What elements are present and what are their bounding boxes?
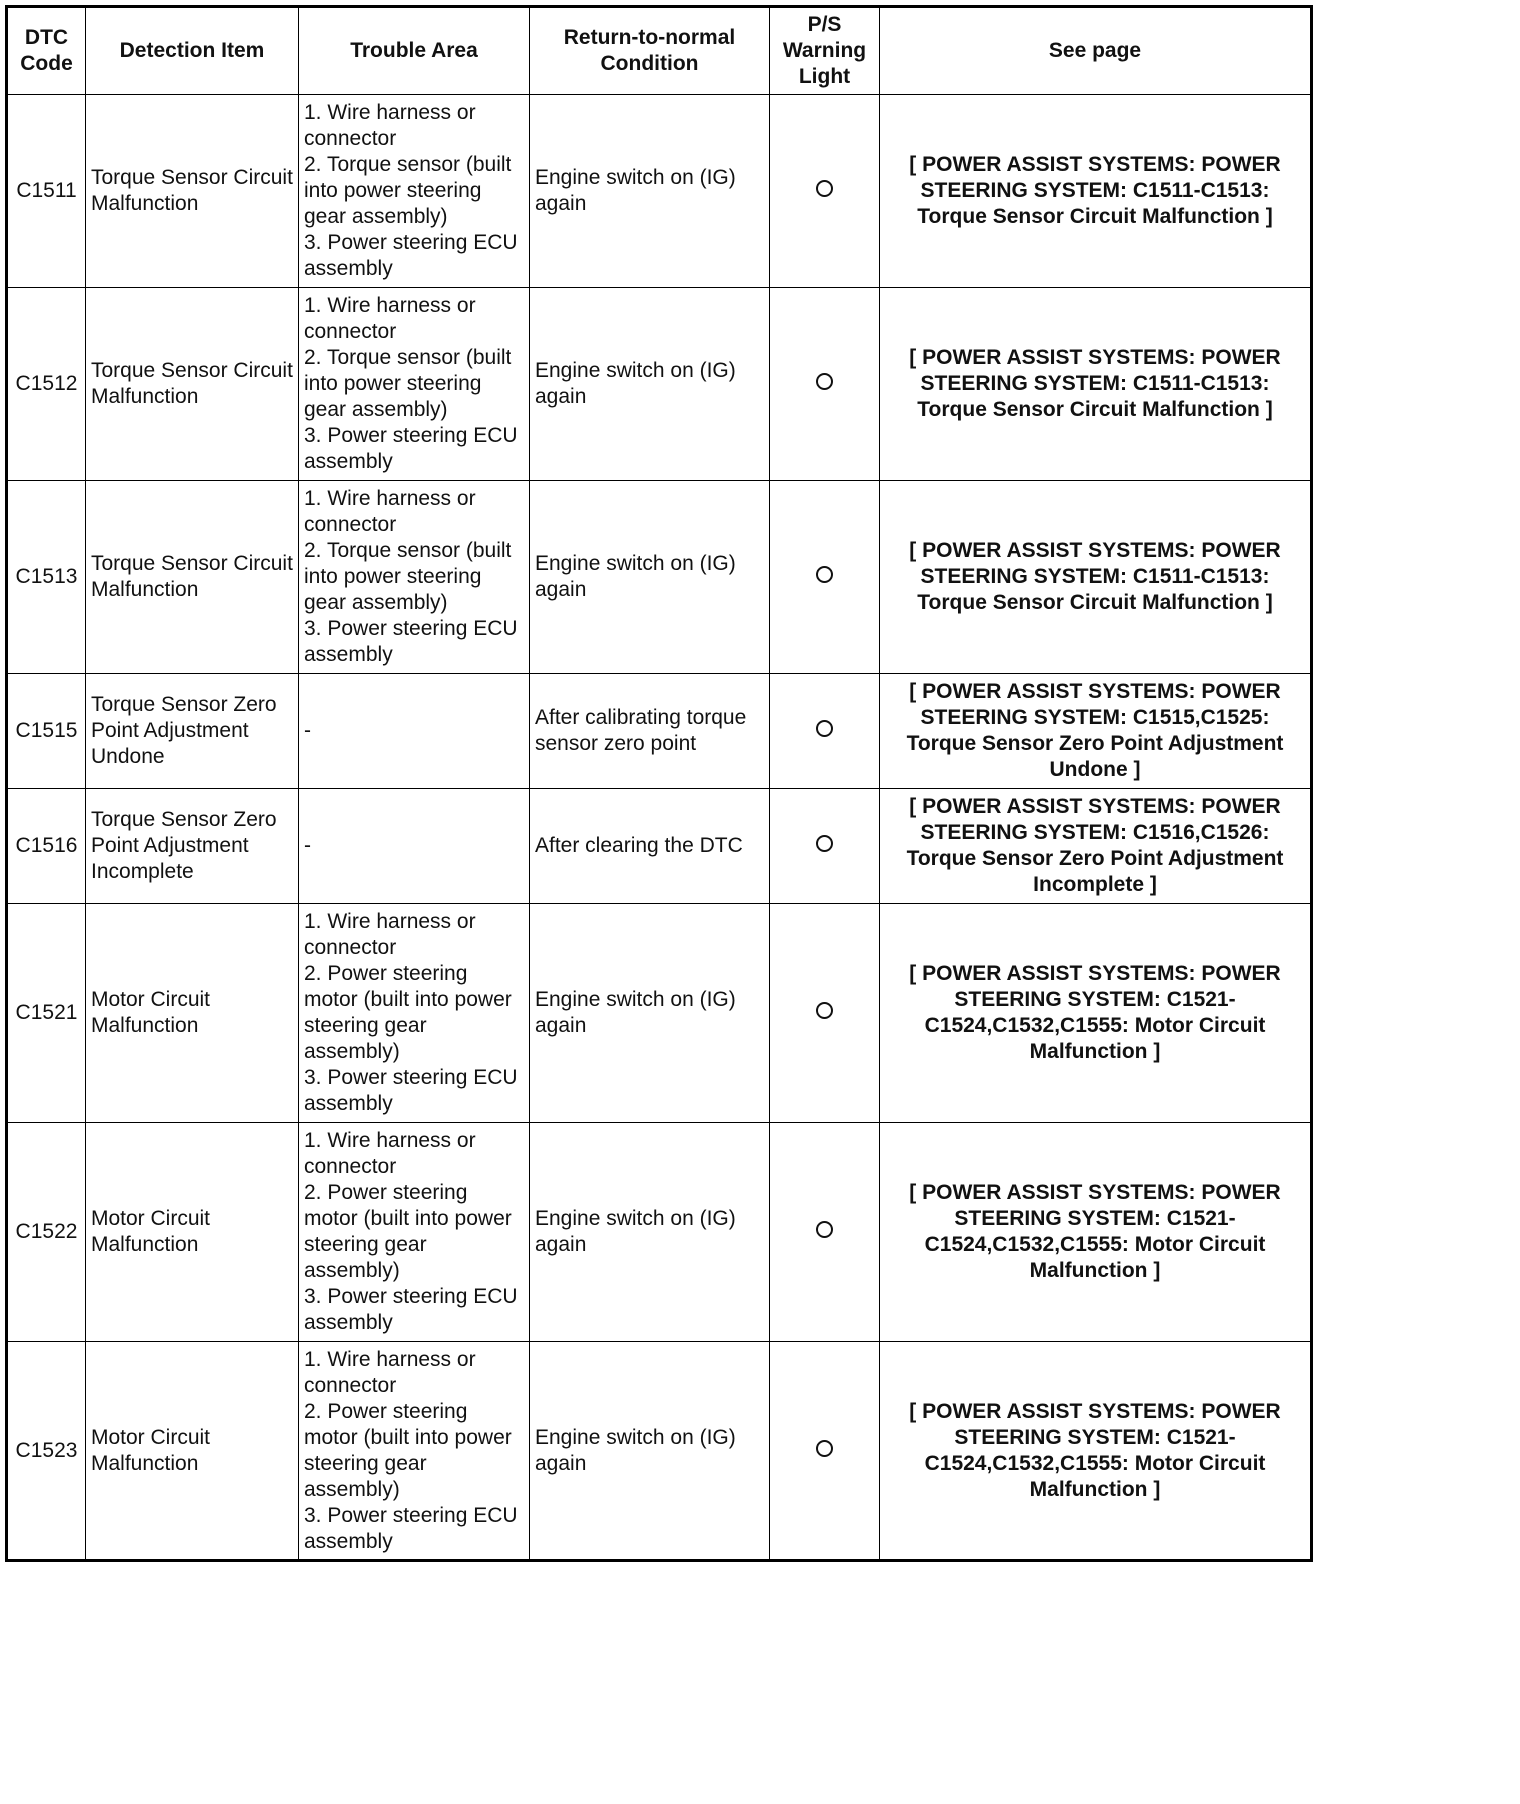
detection-item-cell: Torque Sensor Zero Point Adjustment Undone <box>86 674 299 789</box>
table-row <box>7 789 1312 904</box>
trouble-area-cell: - <box>299 789 530 904</box>
warning-light-cell <box>770 789 880 904</box>
dtc-code-cell: C1522 <box>7 1123 86 1342</box>
warning-light-cell <box>770 288 880 481</box>
see-page-cell: [ POWER ASSIST SYSTEMS: POWER STEERING SYSTEM: C1511-C1513: Torque Sensor Circuit Malfunction ] <box>880 288 1312 481</box>
trouble-area-cell: 1. Wire harness or connector 2. Power steering motor (built into power steering gear assembly) 3. Power steering ECU assembly <box>299 1123 530 1342</box>
trouble-area-cell: 1. Wire harness or connector 2. Power steering motor (built into power steering gear assembly) 3. Power steering ECU assembly <box>299 1342 530 1561</box>
header-return-condition: Return-to-normal Condition <box>530 7 770 95</box>
warning-light-cell <box>770 674 880 789</box>
dtc-code-cell: C1521 <box>7 904 86 1123</box>
table-row <box>7 1123 1312 1342</box>
detection-item-cell: Motor Circuit Malfunction <box>86 1123 299 1342</box>
see-page-cell: [ POWER ASSIST SYSTEMS: POWER STEERING SYSTEM: C1515,C1525: Torque Sensor Zero Point Adjustment Undone ] <box>880 674 1312 789</box>
table-row <box>7 288 1312 481</box>
warning-light-mark <box>816 373 833 390</box>
dtc-code-cell: C1513 <box>7 481 86 674</box>
warning-light-mark <box>816 1002 833 1019</box>
warning-light-mark <box>816 566 833 583</box>
warning-light-mark <box>816 1440 833 1457</box>
return-condition-cell: After calibrating torque sensor zero point <box>530 674 770 789</box>
warning-light-cell <box>770 481 880 674</box>
trouble-area-cell: 1. Wire harness or connector 2. Power steering motor (built into power steering gear assembly) 3. Power steering ECU assembly <box>299 904 530 1123</box>
return-condition-cell: After clearing the DTC <box>530 789 770 904</box>
see-page-cell: [ POWER ASSIST SYSTEMS: POWER STEERING SYSTEM: C1516,C1526: Torque Sensor Zero Point Adjustment Incomplete ] <box>880 789 1312 904</box>
table-row <box>7 481 1312 674</box>
detection-item-cell: Motor Circuit Malfunction <box>86 904 299 1123</box>
dtc-table <box>5 5 1313 1562</box>
see-page-cell: [ POWER ASSIST SYSTEMS: POWER STEERING SYSTEM: C1521-C1524,C1532,C1555: Motor Circuit Malfunction ] <box>880 1342 1312 1561</box>
header-dtc-code: DTC Code <box>7 7 86 95</box>
dtc-code-cell: C1516 <box>7 789 86 904</box>
dtc-table-header <box>7 7 1312 95</box>
header-trouble-area: Trouble Area <box>299 7 530 95</box>
header-row <box>7 7 1312 95</box>
trouble-area-cell: 1. Wire harness or connector 2. Torque sensor (built into power steering gear assembly) 3. Power steering ECU assembly <box>299 481 530 674</box>
dtc-code-cell: C1515 <box>7 674 86 789</box>
return-condition-cell: Engine switch on (IG) again <box>530 288 770 481</box>
header-detection-item: Detection Item <box>86 7 299 95</box>
warning-light-cell <box>770 1342 880 1561</box>
dtc-code-cell: C1523 <box>7 1342 86 1561</box>
detection-item-cell: Motor Circuit Malfunction <box>86 1342 299 1561</box>
dtc-table-body <box>7 95 1312 1561</box>
table-row <box>7 1342 1312 1561</box>
trouble-area-cell: - <box>299 674 530 789</box>
table-row <box>7 904 1312 1123</box>
detection-item-cell: Torque Sensor Circuit Malfunction <box>86 288 299 481</box>
table-row <box>7 674 1312 789</box>
see-page-cell: [ POWER ASSIST SYSTEMS: POWER STEERING SYSTEM: C1511-C1513: Torque Sensor Circuit Malfunction ] <box>880 95 1312 288</box>
warning-light-cell <box>770 1123 880 1342</box>
trouble-area-cell: 1. Wire harness or connector 2. Torque sensor (built into power steering gear assembly) 3. Power steering ECU assembly <box>299 95 530 288</box>
header-see-page: See page <box>880 7 1312 95</box>
warning-light-cell <box>770 95 880 288</box>
table-row <box>7 95 1312 288</box>
warning-light-cell <box>770 904 880 1123</box>
return-condition-cell: Engine switch on (IG) again <box>530 904 770 1123</box>
return-condition-cell: Engine switch on (IG) again <box>530 1123 770 1342</box>
warning-light-mark <box>816 180 833 197</box>
return-condition-cell: Engine switch on (IG) again <box>530 481 770 674</box>
header-warning-light: P/S Warning Light <box>770 7 880 95</box>
dtc-code-cell: C1511 <box>7 95 86 288</box>
detection-item-cell: Torque Sensor Circuit Malfunction <box>86 481 299 674</box>
return-condition-cell: Engine switch on (IG) again <box>530 1342 770 1561</box>
detection-item-cell: Torque Sensor Circuit Malfunction <box>86 95 299 288</box>
detection-item-cell: Torque Sensor Zero Point Adjustment Incomplete <box>86 789 299 904</box>
warning-light-mark <box>816 1221 833 1238</box>
warning-light-mark <box>816 835 833 852</box>
dtc-code-cell: C1512 <box>7 288 86 481</box>
see-page-cell: [ POWER ASSIST SYSTEMS: POWER STEERING SYSTEM: C1511-C1513: Torque Sensor Circuit Malfunction ] <box>880 481 1312 674</box>
trouble-area-cell: 1. Wire harness or connector 2. Torque sensor (built into power steering gear assembly) 3. Power steering ECU assembly <box>299 288 530 481</box>
return-condition-cell: Engine switch on (IG) again <box>530 95 770 288</box>
warning-light-mark <box>816 720 833 737</box>
see-page-cell: [ POWER ASSIST SYSTEMS: POWER STEERING SYSTEM: C1521-C1524,C1532,C1555: Motor Circuit Malfunction ] <box>880 904 1312 1123</box>
see-page-cell: [ POWER ASSIST SYSTEMS: POWER STEERING SYSTEM: C1521-C1524,C1532,C1555: Motor Circuit Malfunction ] <box>880 1123 1312 1342</box>
